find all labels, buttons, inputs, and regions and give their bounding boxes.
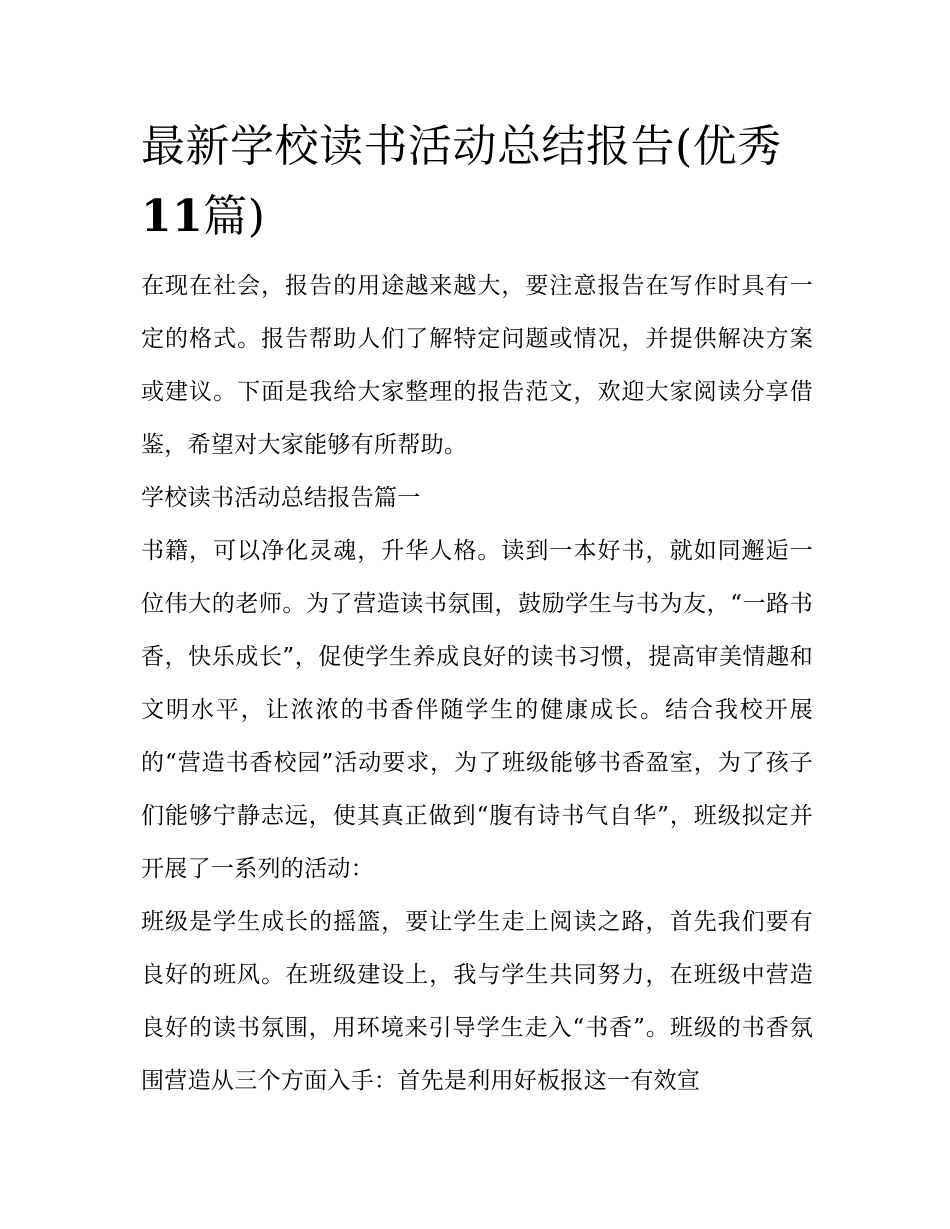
body-paragraph-1: 书籍，可以净化灵魂，升华人格。读到一本好书，就如同邂逅一位伟大的老师。为了营造读书氛围，鼓励学生与书为友，“一路书香，快乐成长”，促使学生养成良好的读书习惯，提高审美情趣和文明水平，让浓浓的书香伴随学生的健康成长。结合我校开展的“营造书香校园”活动要求，为了班级能够书香盈室，为了孩子们能够宁静志远，使其真正做到“腹有诗书气自华”，班级拟定并开展了一系列的活动：: [141, 538, 813, 882]
title-text-part2: 篇): [203, 191, 266, 242]
section-heading: 学校读书活动总结报告篇一: [141, 485, 421, 511]
title-text-part1: 最新学校读书活动总结报告(优秀: [141, 121, 782, 172]
document-page: [141, 112, 813, 1108]
document-title: [141, 112, 813, 252]
title-number: 11: [141, 191, 204, 242]
body-paragraph-2: 班级是学生成长的摇篮，要让学生走上阅读之路，首先我们要有良好的班风。在班级建设上，我与学生共同努力，在班级中营造良好的读书氛围，用环境来引导学生走入“书香”。班级的书香氛围营造从三个方面入手：首先是利用好板报这一有效宣: [141, 909, 813, 1094]
intro-paragraph: 在现在社会，报告的用途越来越大，要注意报告在写作时具有一定的格式。报告帮助人们了解特定问题或情况，并提供解决方案或建议。下面是我给大家整理的报告范文，欢迎大家阅读分享借鉴，希望对大家能够有所帮助。: [141, 273, 813, 458]
document-body: [141, 260, 813, 1108]
